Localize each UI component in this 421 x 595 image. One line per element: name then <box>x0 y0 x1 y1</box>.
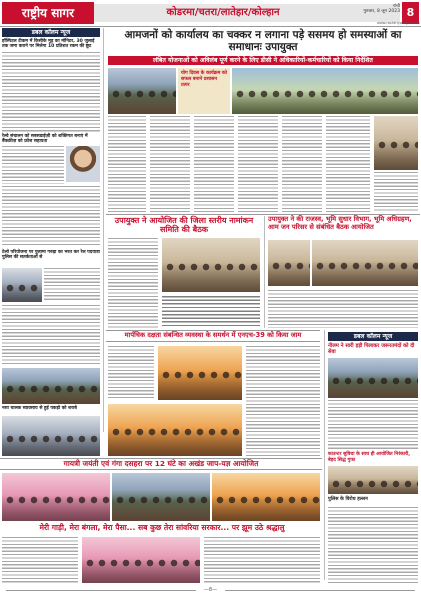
top-story-body-col3 <box>194 116 234 212</box>
top-story-caption-box: योग दिवस के कार्यक्रम को सफल बनाने प्रशासन तत्पर <box>178 68 230 114</box>
left-column-divider <box>103 28 104 432</box>
lower-banner <box>0 458 322 470</box>
page-number: 8 <box>402 2 419 24</box>
website-url: www.rashtriyasagar.com <box>376 21 420 25</box>
right-col-story3-headline: पुलिस के विरोध हल्लन <box>328 497 368 502</box>
middle-story-photo <box>162 238 260 292</box>
mid-banner-body <box>108 346 154 400</box>
right-col-photo-2 <box>328 466 418 494</box>
middle-story-body-a <box>108 238 158 328</box>
left-crowd-photo <box>2 368 100 404</box>
left-story2-headline: रेल्वे संचालन को सबसडाईज़ी को शक्तिगत बनाएं में बैंकक्रीज़ को फ्रोज सहायता <box>2 134 88 145</box>
date-block <box>340 4 400 14</box>
newspaper-brand: राष्ट्रीय सागर <box>2 2 94 24</box>
right-col-story2-headline: काउन्टर सुविधा के साथ ही आयोजित निरंकारी, बेहद सिद्ध गुफा <box>328 452 411 463</box>
date-line: गुरुवार, 8 जून 2023 <box>363 9 400 14</box>
left-story3-headline: टेल्वे परियोजना पर पुलामा गरुड़ा का भरत कर रेल पदयात्रा पुलिस की सतर्कताओं से <box>2 250 100 261</box>
mid-banner-photo <box>158 346 242 400</box>
top-story-body-col4 <box>238 116 278 212</box>
bottom-story-body-b <box>204 537 320 583</box>
left-story4-headline: नशा चालक ब्यावसाय से हुई पकड़ो को शराबे <box>2 406 77 411</box>
middle-story-headline: उपायुक्त ने आयोजित की जिला स्तरीय नामांकन समिति की बैठक <box>114 216 254 235</box>
top-story-body-col5 <box>282 116 322 212</box>
top-story-photo-1 <box>108 68 176 114</box>
mid-banner <box>106 330 320 342</box>
lower-photo-2 <box>112 473 210 521</box>
top-story-subhead: लंबित योजनाओं को अविलंब पूर्ण करने के लिए डीसी ने अधिकारियों-कर्मचारियों को किया निर्देशित <box>108 56 418 65</box>
masthead-divider <box>0 26 421 27</box>
lower-photo-1 <box>2 473 110 521</box>
mid-banner-headline: मार्पचिक दक्षता संबन्धित व्यवस्था के समर्थन में एनएच-39 को किया जाम <box>124 331 302 339</box>
right-story-body <box>268 290 418 328</box>
left-section-label: डबल कॉलम न्यूज <box>2 28 100 37</box>
top-story-photo-2 <box>232 68 418 114</box>
bottom-story-headline: मेरी गाड़ी, मेरा बंगला, मेरा पैसा... सब कुछ तेरा सांवरिया सरकार... पर झूम उठे श्रद्धालु <box>39 523 285 532</box>
page-footer: —8— <box>0 586 421 595</box>
left-portrait-photo <box>66 146 100 182</box>
left-story2-body-a <box>2 146 64 184</box>
mid-banner-body-b <box>246 346 320 456</box>
bottom-story-photo <box>82 537 200 583</box>
top-story-body-col1 <box>108 116 146 212</box>
left-story4-photo <box>2 416 100 456</box>
top-story-body-col6 <box>326 116 370 212</box>
masthead <box>0 0 421 26</box>
top-story-body-col2 <box>150 116 190 212</box>
right-story-headline: उपायुक्त ने की राजस्व, भूमि सुधार विभाग, भूमि अधिग्रहण, आम जन परिसर से संबंधित बैठक आयोजित <box>268 215 412 231</box>
lower-photo-3 <box>212 473 320 521</box>
middle-divider <box>264 216 265 328</box>
top-story-photo-3 <box>374 116 418 170</box>
middle-story-body-b <box>162 296 260 328</box>
mid-banner-photo-2 <box>108 404 242 456</box>
bottom-story-body-a <box>2 537 78 583</box>
right-col-story1-headline: नीलम ने सारी हड़ी पिलाकर जरूरतमंदों को दी सेवा <box>328 343 415 355</box>
left-story3-photo <box>2 268 42 302</box>
left-story1-body <box>2 52 100 132</box>
right-story-photo-1 <box>268 240 310 286</box>
region-title: कोडरमा/चतरा/लातेहार/कोल्हान <box>166 7 280 18</box>
left-story3-body-b <box>2 305 100 365</box>
right-story-photo-2 <box>312 240 418 286</box>
right-col-story1-body <box>328 400 418 450</box>
lower-banner-headline: गायत्री जयंती एवं गंगा दसहरा पर 12 घंटे का अखंड जाप-यज्ञ आयोजित <box>63 459 259 468</box>
left-story3-body-a <box>44 268 100 302</box>
right-column-divider <box>324 330 325 580</box>
right-col-photo-1 <box>328 358 418 398</box>
right-col-story3-body <box>328 507 418 583</box>
top-story-body-col7 <box>374 172 418 212</box>
right-section-label: डबल कॉलम न्यूज <box>328 332 418 341</box>
date-city: रांची <box>392 4 400 9</box>
left-story2-body-b <box>2 186 100 246</box>
left-story1-headline: हॉस्पिटल टीकम में किसीके मूड़ का मॉनिटर, 30 जुलाई तक जमा कराने पर मिलेगा 10 प्रतिशत रकम की छूट <box>2 39 95 50</box>
top-story-headline: आमजनों को कार्यालय का चक्कर न लगाना पड़े ससमय हो समस्याओं का समाधानः उपायुक्त <box>124 29 402 54</box>
